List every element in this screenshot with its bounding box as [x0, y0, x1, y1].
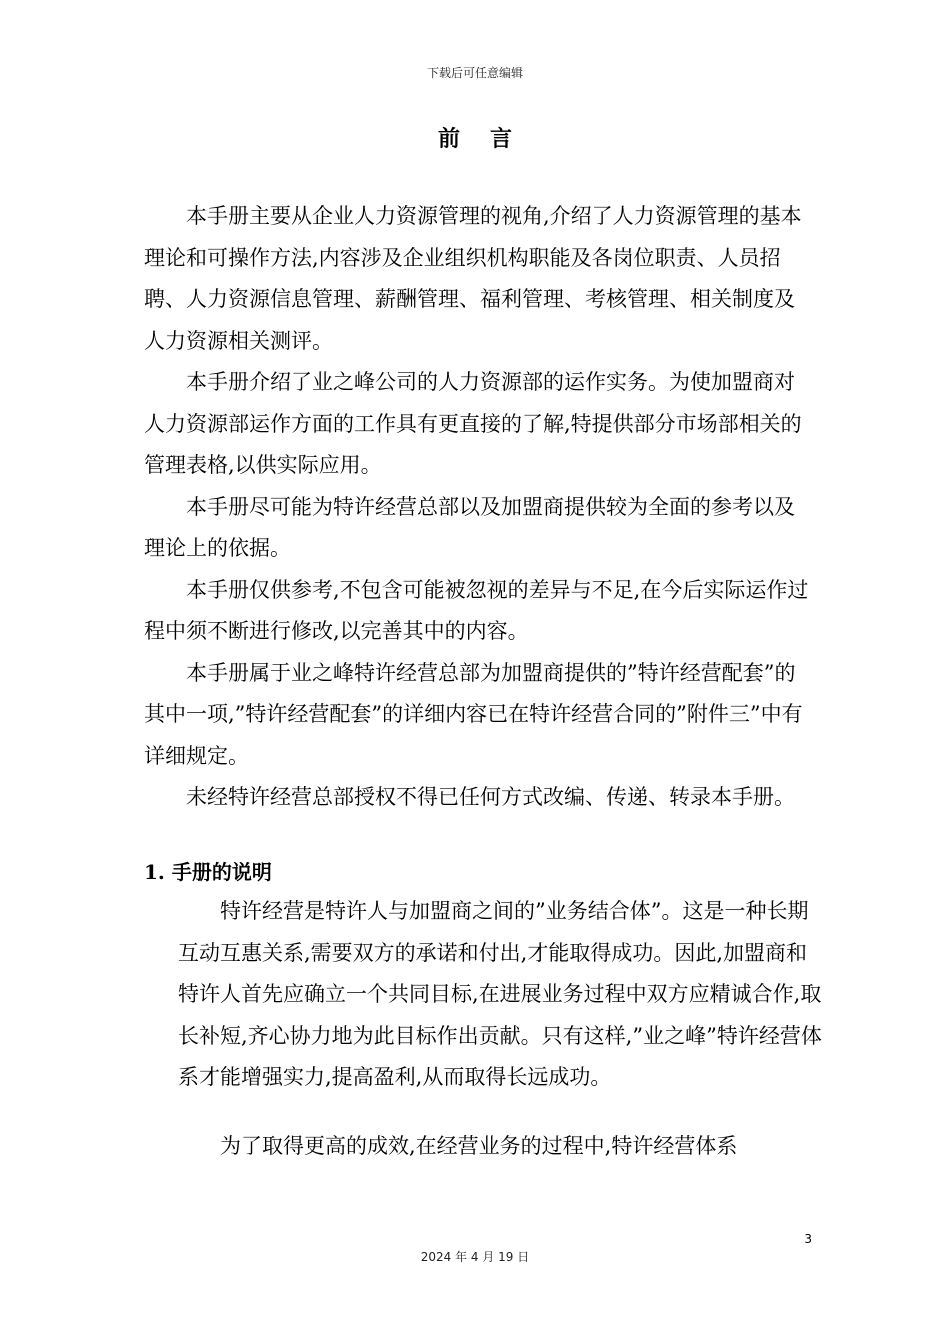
preface-body: [144, 196, 810, 819]
page-title: 前言: [437, 126, 542, 152]
section-heading: 1. 手册的说明: [144, 860, 272, 884]
preface-paragraph-6: 未经特许经营总部授权不得已任何方式改编、传递、转录本手册。: [186, 785, 795, 809]
preface-paragraph-4: 本手册仅供参考,不包含可能被忽视的差异与不足,在今后实际运作过程中须不断进行修改,以完善其中的内容。: [144, 577, 809, 643]
preface-paragraph-1: 本手册主要从企业人力资源管理的视角,介绍了人力资源管理的基本理论和可操作方法,内容涉及企业组织机构职能及各岗位职责、人员招聘、人力资源信息管理、薪酬管理、福利管理、考核管理、相关制度及人力资源相关测评。: [144, 204, 802, 353]
page-number: 3: [804, 1232, 812, 1246]
section-paragraph-2: 为了取得更高的成效,在经营业务的过程中,特许经营体系: [220, 1133, 738, 1158]
preface-paragraph-5: 本手册属于业之峰特许经营总部为加盟商提供的”特许经营配套”的其中一项,”特许经营配套”的详细内容已在特许经营合同的”附件三”中有详细规定。: [144, 660, 803, 768]
section-body: [178, 891, 824, 1167]
preface-paragraph-3: 本手册尽可能为特许经营总部以及加盟商提供较为全面的参考以及理论上的依据。: [144, 494, 795, 560]
preface-paragraph-2: 本手册介绍了业之峰公司的人力资源部的运作实务。为使加盟商对人力资源部运作方面的工作具有更直接的了解,特提供部分市场部相关的管理表格,以供实际应用。: [144, 370, 802, 477]
page-header: 下载后可任意编辑: [426, 66, 523, 80]
page-footer-date: 2024 年 4 月 19 日: [420, 1250, 530, 1264]
section-paragraph-1: 特许经营是特许人与加盟商之间的”业务结合体”。这是一种长期互动互惠关系,需要双方的承诺和付出,才能取得成功。因此,加盟商和特许人首先应确立一个共同目标,在进展业务过程中双方应精诚合作,取长补短,齐心协力地为此目标作出贡献。只有这样,”业之峰”特许经营体系才能增强实力,提高盈利,从而取得长远成功。: [178, 899, 822, 1089]
